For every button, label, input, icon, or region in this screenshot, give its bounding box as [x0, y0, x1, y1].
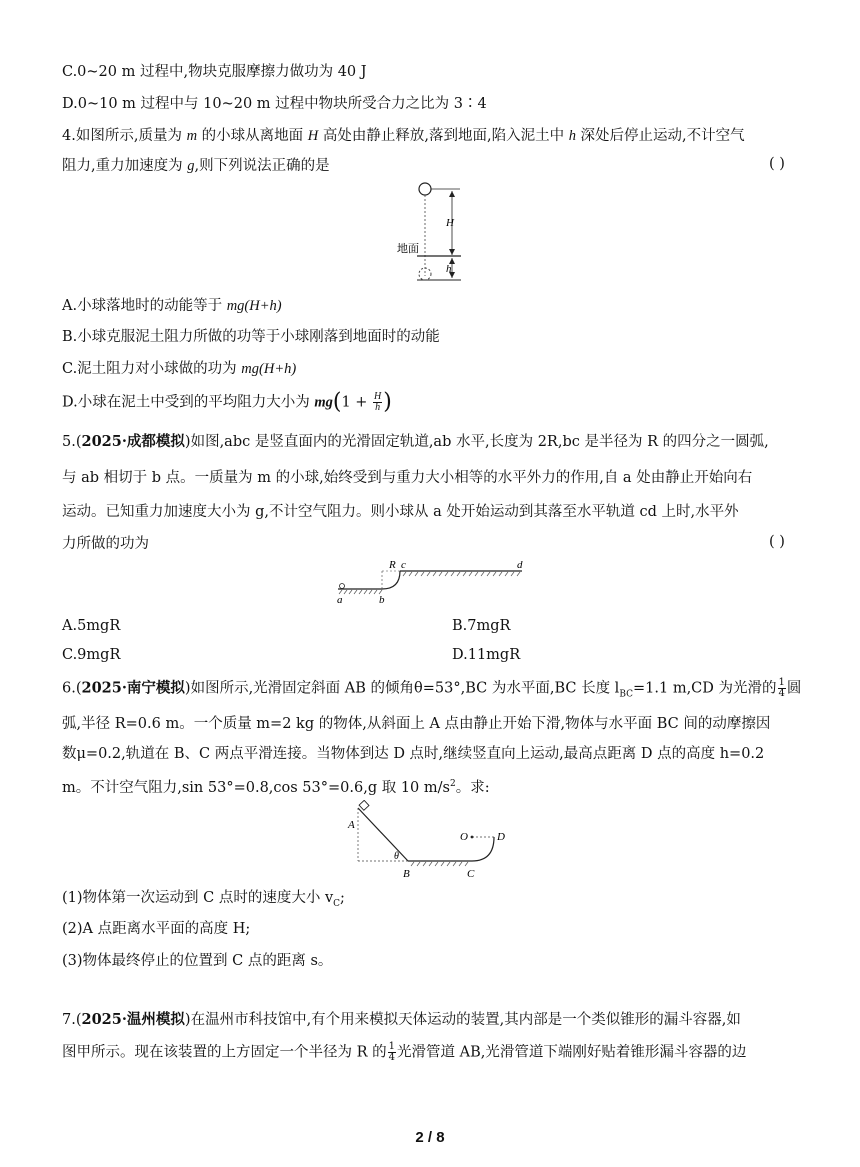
- q6-stem-line2: 弧,半径 R=0.6 m。一个质量 m=2 kg 的物体,从斜面上 A 点由静止开始下滑,物体与水平面 BC 间的动摩擦因: [62, 716, 771, 732]
- fig-label-C: C: [467, 868, 475, 880]
- q4-stem-line2: 阻力,重力加速度为 g,则下列说法正确的是: [62, 158, 330, 174]
- q6-stem-line4: m。不计空气阻力,sin 53°=0.8,cos 53°=0.6,g 取 10 $m/s^2$。求:: [62, 779, 490, 796]
- q5-stem-line4: 力所做的功为: [62, 536, 149, 552]
- fig-label-ground: 地面: [397, 243, 419, 255]
- q5-option-c: C.9mgR: [62, 647, 121, 663]
- fig-label-a: a: [337, 594, 343, 606]
- q4-option-d: D.小球在泥土中受到的平均阻力大小为 mg(1 + $\frac{H}{h}$ ): [62, 389, 392, 415]
- q6-part-3: (3)物体最终停止的位置到 C 点的距离 s。: [62, 953, 333, 969]
- fig-label-D: D: [497, 831, 505, 843]
- q6-stem-line3: 数μ=0.2,轨道在 B、C 两点平滑连接。当物体到达 D 点时,继续竖直向上运动,最高点距离 D 点的高度 h=0.2: [62, 746, 765, 762]
- quarter-arc-bc: [382, 571, 400, 589]
- fig-label-B: B: [403, 868, 410, 880]
- q3-option-c: C.0~20 m 过程中,物块克服摩擦力做功为 40 J: [62, 64, 367, 80]
- fig-label-d: d: [517, 559, 523, 571]
- ball-bottom: [419, 268, 431, 280]
- q4-option-a: A.小球落地时的动能等于 mg(H+h): [62, 298, 282, 314]
- fig-label-R: R: [389, 559, 396, 571]
- q4-stem-line1: 4.如图所示,质量为 m 的小球从离地面 H 高处由静止释放,落到地面,陷入泥土中 h 深处后停止运动,不计空气: [62, 128, 745, 144]
- block: [359, 800, 369, 810]
- q3-option-d: D.0~10 m 过程中与 10~20 m 过程中物块所受合力之比为 3∶4: [62, 96, 487, 112]
- q5-stem-line3: 运动。已知重力加速度大小为 g,不计空气阻力。则小球从 a 处开始运动到其落至水平轨道 cd 上时,水平外: [62, 504, 739, 520]
- q6-part-1: (1)物体第一次运动到 C 点时的速度大小 $v_C$;: [62, 890, 345, 909]
- ball-top: [419, 183, 431, 195]
- quarter-arc-cd: [472, 837, 494, 861]
- q5-figure: [334, 558, 526, 606]
- fig-label-H: H: [446, 217, 454, 229]
- q5-stem-line1: 5.(2025·成都模拟)如图,abc 是竖直面内的光滑固定轨道,ab 水平,长度为 2R,bc 是半径为 R 的四分之一圆弧,: [62, 433, 769, 450]
- fig-label-b: b: [379, 594, 385, 606]
- q4-option-c: C.泥土阻力对小球做的功为 mg(H+h): [62, 361, 297, 377]
- q5-option-a: A.5mgR: [62, 618, 121, 634]
- q5-option-b: B.7mgR: [452, 618, 511, 634]
- q6-figure: [344, 800, 526, 882]
- q4-answer-paren: ( ): [769, 156, 785, 172]
- q6-part-2: (2)A 点距离水平面的高度 H;: [62, 921, 251, 937]
- q4-figure: [395, 180, 475, 288]
- fig-label-theta: θ: [394, 851, 399, 862]
- incline-ab: [358, 808, 408, 861]
- q5-stem-line2: 与 ab 相切于 b 点。一质量为 m 的小球,始终受到与重力大小相等的水平外力的作用,自 a 处由静止开始向右: [62, 470, 753, 486]
- fig-label-O: O: [460, 831, 468, 843]
- fig-label-h: h: [446, 263, 452, 275]
- q7-stem-line1: 7.(2025·温州模拟)在温州市科技馆中,有个用来模拟天体运动的装置,其内部是一个类似锥形的漏斗容器,如: [62, 1011, 741, 1028]
- small-ball: [340, 584, 345, 589]
- page-number: 2 / 8: [415, 1129, 445, 1146]
- fig-label-c: c: [401, 559, 406, 571]
- q5-answer-paren: ( ): [769, 534, 785, 550]
- q4-option-b: B.小球克服泥土阻力所做的功等于小球刚落到地面时的动能: [62, 329, 440, 345]
- fig-label-A: A: [348, 819, 355, 831]
- q7-stem-line2: 图甲所示。现在该装置的上方固定一个半径为 R 的 $\frac{1}{4}$ 光滑管道 AB,光滑管道下端刚好贴着锥形漏斗容器的边: [62, 1041, 747, 1063]
- q5-option-d: D.11mgR: [452, 647, 521, 663]
- q6-stem-line1: 6.(2025·南宁模拟)如图所示,光滑固定斜面 AB 的倾角θ=53°,BC 为水平面,BC 长度 $l_{BC}=1.1$ m,CD 为光滑的 $\frac{1}{4}$ 圆: [62, 677, 802, 700]
